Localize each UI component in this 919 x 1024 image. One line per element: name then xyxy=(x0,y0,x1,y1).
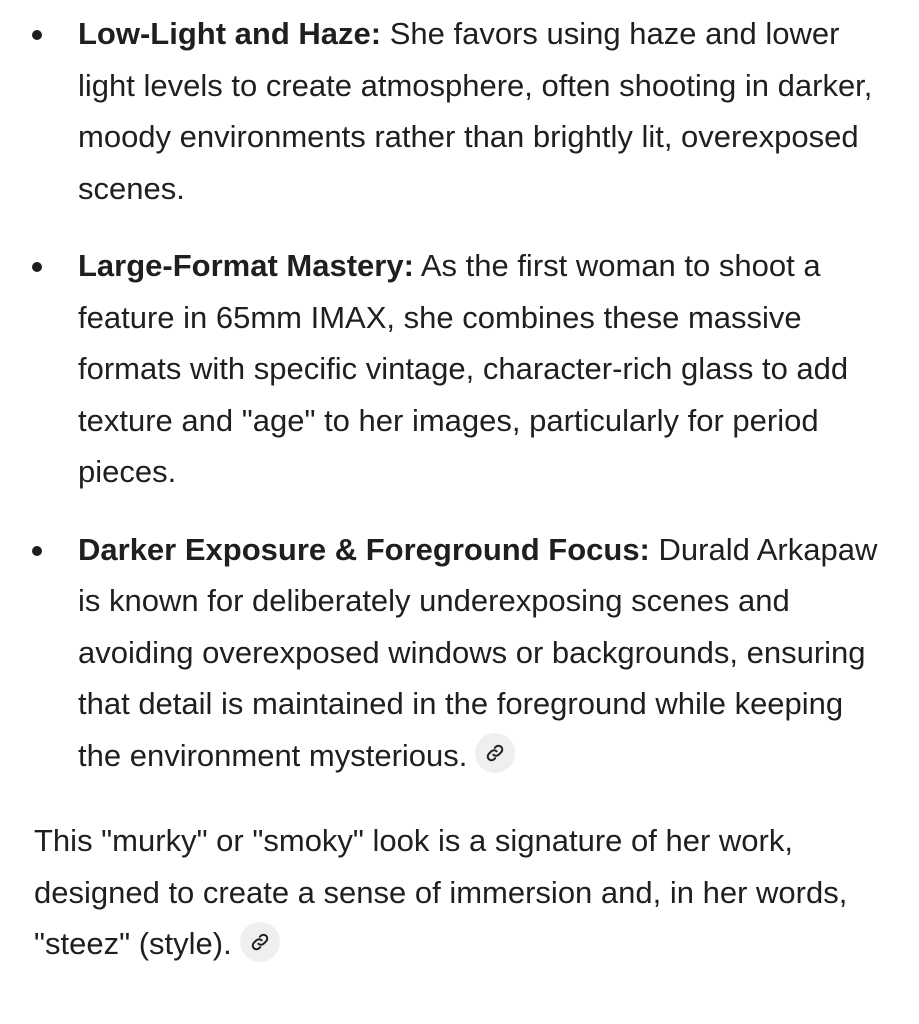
link-icon xyxy=(250,932,270,952)
bullet-list xyxy=(0,8,919,781)
summary-paragraph xyxy=(0,815,919,970)
bullet-point xyxy=(32,262,42,272)
bullet-text: As the first woman to shoot a feature in 65mm IMAX, she combines these massive formats with specific vintage, character-rich glass to add texture and "age" to her images, particularly for period pieces. xyxy=(78,248,849,489)
bullet-item-low-light xyxy=(0,8,919,214)
source-link-button[interactable] xyxy=(475,733,515,773)
bullet-text: She favors using haze and lower light levels to create atmosphere, often shooting in darker, moody environments rather than brightly lit, overexposed scenes. xyxy=(78,16,873,206)
bullet-point xyxy=(32,30,42,40)
summary-text: This "murky" or "smoky" look is a signature of her work, designed to create a sense of immersion and, in her words, "steez" (style). xyxy=(34,823,848,961)
bullet-title: Large-Format Mastery: xyxy=(78,248,414,283)
link-icon xyxy=(485,743,505,763)
bullet-title: Low-Light and Haze: xyxy=(78,16,382,51)
source-link-button[interactable] xyxy=(240,922,280,962)
bullet-item-large-format xyxy=(0,240,919,498)
bullet-item-darker-exposure xyxy=(0,524,919,782)
bullet-point xyxy=(32,546,42,556)
bullet-title: Darker Exposure & Foreground Focus: xyxy=(78,531,650,567)
bullet-text: Durald Arkapaw is known for deliberately underexposing scenes and avoiding overexposed windows or backgrounds, ensuring that detail is maintained in the foreground while keeping the environment mysterious. xyxy=(78,531,878,773)
